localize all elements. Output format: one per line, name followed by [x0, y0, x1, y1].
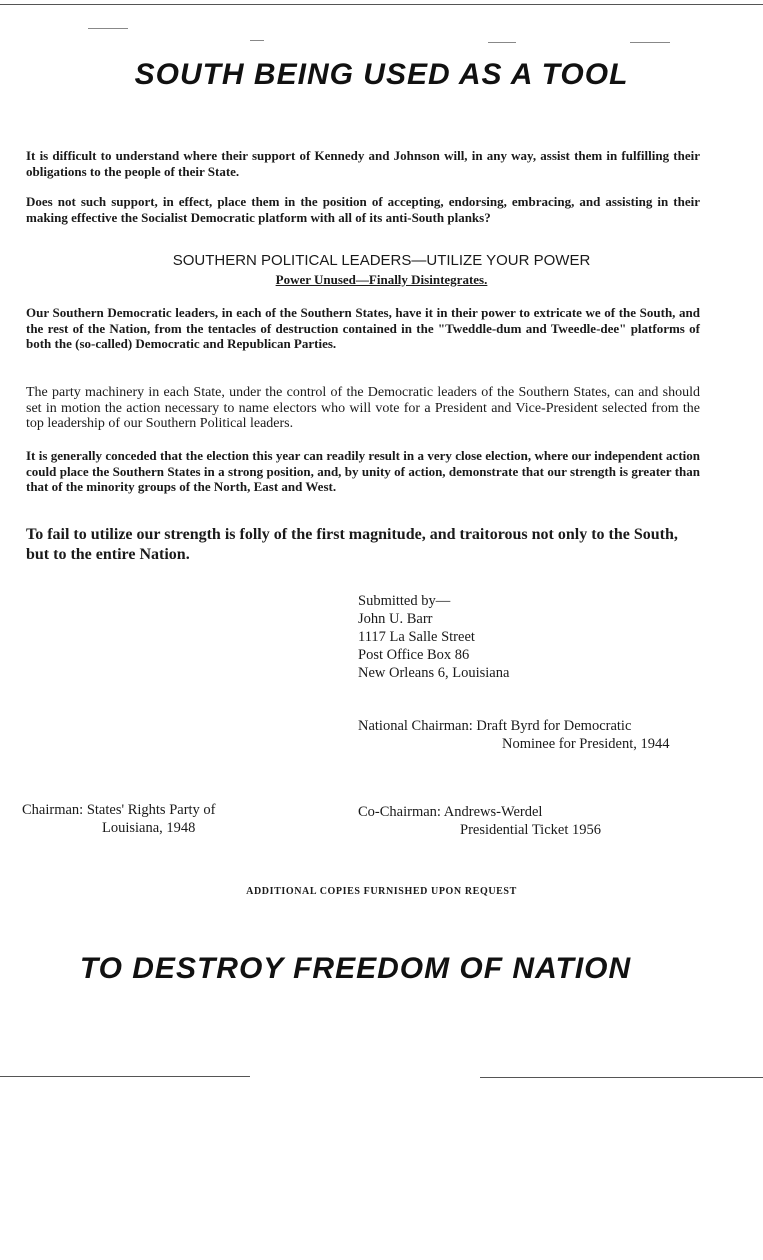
additional-copies-note: ADDITIONAL COPIES FURNISHED UPON REQUEST [246, 886, 517, 897]
co-chairman-line2: Presidential Ticket 1956 [460, 822, 601, 838]
top-border-rule [0, 4, 763, 5]
subheading-subtitle [0, 272, 763, 288]
paragraph-southern-leaders: Our Southern Democratic leaders, in each of the Southern States, have it in their power to extricate we of the South, and the rest of the Nation, from the tentacles of destruction contained in the "Tweddle-dum and Tweedle-dee" platforms of both the (so-called) Democratic and Republican Parties. [26, 305, 700, 351]
co-chairman-line1: Co-Chairman: Andrews-Werdel [358, 804, 543, 820]
author-name: John U. Barr [358, 611, 433, 627]
states-rights-line1: Chairman: States' Rights Party of [22, 802, 216, 818]
subheading-subtitle-text: Power Unused—Finally Disintegrates. [275, 272, 488, 287]
submitted-by-block [358, 592, 509, 682]
author-city: New Orleans 6, Louisiana [358, 665, 510, 681]
scan-speck [88, 28, 128, 29]
scan-speck [250, 40, 264, 41]
scan-speck [488, 42, 516, 43]
headline-top: SOUTH BEING USED AS A TOOL [134, 58, 629, 91]
paragraph-party-machinery: The party machinery in each State, under the control of the Democratic leaders of the Southern States, can and should set in motion the action necessary to name electors who will vote for a President and Vice-President selected from the top leadership of our Southern Political leaders. [26, 385, 700, 431]
co-chairman-block [358, 803, 601, 839]
bottom-border-rule-right [480, 1077, 763, 1078]
paragraph-socialist-platform: Does not such support, in effect, place them in the position of accepting, endorsing, embracing, and assisting in their making effective the Socialist Democratic platform with all of its anti-South planks? [26, 194, 700, 225]
states-rights-chairman-block [22, 801, 216, 837]
subheading-title: SOUTHERN POLITICAL LEADERS—UTILIZE YOUR POWER [172, 252, 591, 269]
national-chairman-line2: Nominee for President, 1944 [502, 736, 670, 752]
paragraph-close-election: It is generally conceded that the election this year can readily result in a very close election, where our independent action could place the Southern States in a strong position, and, by unity of action, demonstrate that our strength is greater than that of the minority groups of the North, East and West. [26, 448, 700, 494]
scan-speck [630, 42, 670, 43]
author-po-box: Post Office Box 86 [358, 647, 470, 663]
bottom-border-rule-left [0, 1076, 250, 1077]
paragraph-fail-to-utilize: To fail to utilize our strength is folly of the first magnitude, and traitorous not only to the South, but to the entire Nation. [26, 526, 678, 563]
submitted-by-label: Submitted by— [358, 593, 451, 609]
states-rights-line2: Louisiana, 1948 [102, 820, 196, 836]
national-chairman-block [358, 717, 670, 753]
headline-bottom: TO DESTROY FREEDOM OF NATION [79, 952, 632, 985]
national-chairman-line1: National Chairman: Draft Byrd for Democratic [358, 718, 632, 734]
author-street: 1117 La Salle Street [358, 629, 475, 645]
paragraph-kennedy-johnson: It is difficult to understand where their support of Kennedy and Johnson will, in any way, assist them in fulfilling their obligations to the people of their State. [26, 148, 700, 179]
